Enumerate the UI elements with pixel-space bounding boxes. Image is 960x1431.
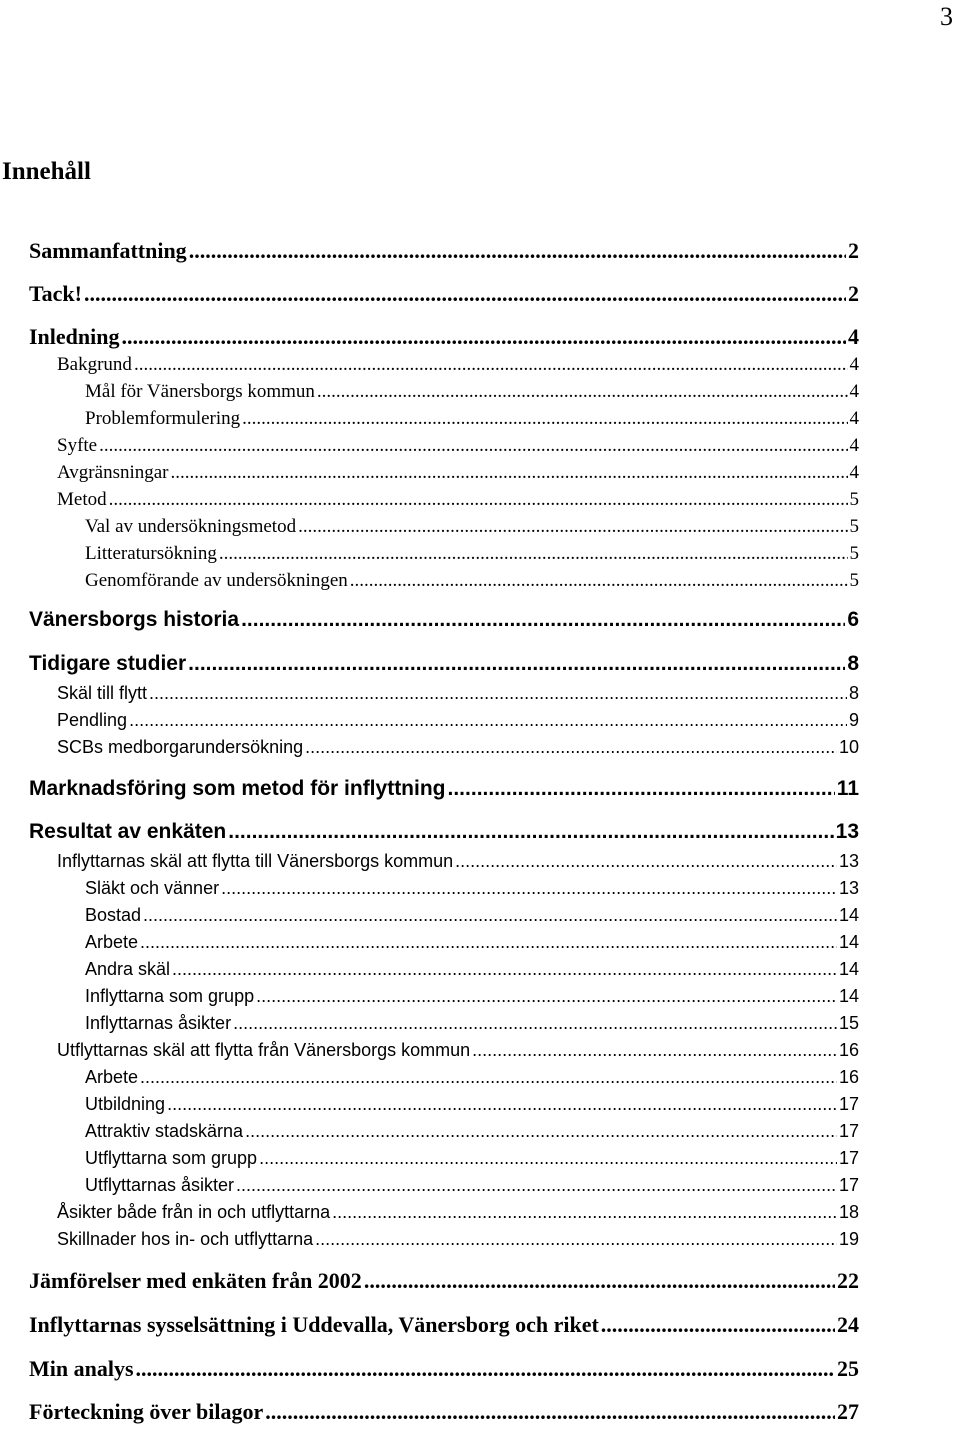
toc-entry[interactable] [85,986,859,1007]
dot-leader [171,462,848,484]
toc-entry-page-number: 13 [838,878,859,898]
dot-leader [455,851,837,872]
toc-entry-label: Utflyttarnas åsikter [85,1175,235,1195]
toc-entry-label: Syfte [57,435,98,456]
toc-entry[interactable] [29,820,859,844]
toc-entry-page-number: 4 [849,435,859,456]
toc-entry-label: Andra skäl [85,959,171,979]
toc-entry-label: Åsikter både från in och utflyttarna [57,1202,331,1222]
toc-entry-label: Arbete [85,1067,139,1087]
toc-entry-page-number: 2 [848,238,859,263]
toc-entry-label: Utbildning [85,1094,166,1114]
toc-entry-label: Bostad [85,905,142,925]
toc-entry[interactable] [85,878,859,899]
toc-entry-page-number: 13 [838,851,859,871]
toc-entry-page-number: 25 [837,1356,859,1381]
toc-entry[interactable] [85,570,859,592]
toc-entry-page-number: 4 [849,354,859,375]
toc-entry[interactable] [85,1175,859,1196]
dot-leader [136,1356,835,1382]
toc-entry-page-number: 4 [849,462,859,483]
toc-entry[interactable] [57,710,859,731]
toc-entry[interactable] [85,932,859,953]
toc-entry-page-number: 19 [838,1229,859,1249]
toc-entry-label: Val av undersökningsmetod [85,516,297,537]
toc-entry-label: Skillnader hos in- och utflyttarna [57,1229,314,1249]
toc-entry-page-number: 22 [837,1268,859,1293]
toc-entry-label: Utflyttarnas skäl att flytta från Vänersborgs kommun [57,1040,471,1060]
toc-entry-page-number: 18 [838,1202,859,1222]
toc-entry-page-number: 8 [847,652,859,675]
toc-entry-label: Avgränsningar [57,462,169,483]
dot-leader [256,986,837,1007]
dot-leader [149,683,847,704]
toc-entry[interactable] [85,1148,859,1169]
dot-leader [140,932,837,953]
dot-leader [188,652,845,676]
toc-entry-label: Marknadsföring som metod för inflyttning [29,777,446,800]
dot-leader [472,1040,837,1061]
dot-leader [317,381,848,403]
toc-entry[interactable] [29,281,859,307]
toc-entry[interactable] [57,1229,859,1250]
toc-entry[interactable] [29,608,859,632]
toc-entry-label: Jämförelser med enkäten från 2002 [29,1268,362,1293]
toc-entry[interactable] [29,777,859,801]
toc-entry[interactable] [57,354,859,376]
dot-leader [305,737,837,758]
toc-entry-page-number: 6 [847,608,859,631]
toc-entry-page-number: 24 [837,1312,859,1337]
toc-entry[interactable] [85,381,859,403]
toc-entry-label: Släkt och vänner [85,878,220,898]
dot-leader [245,1121,837,1142]
toc-entry[interactable] [57,851,859,872]
toc-entry-label: Bakgrund [57,354,132,375]
toc-entry-page-number: 17 [838,1148,859,1168]
dot-leader [259,1148,837,1169]
toc-entry-page-number: 16 [838,1040,859,1060]
dot-leader [140,1067,837,1088]
toc-entry-page-number: 4 [849,408,859,429]
dot-leader [219,543,848,565]
toc-entry[interactable] [57,1202,859,1223]
toc-entry-page-number: 11 [836,777,859,800]
toc-entry-label: Attraktiv stadskärna [85,1121,244,1141]
toc-entry-label: Utflyttarna som grupp [85,1148,258,1168]
toc-entry-label: Mål för Vänersborgs kommun [85,381,315,402]
toc-entry-label: Inflyttarnas sysselsättning i Uddevalla, Vänersborg och riket [29,1312,599,1337]
toc-entry-label: Problemformulering [85,408,241,429]
toc-entry-page-number: 14 [838,905,859,925]
toc-entry-page-number: 5 [849,570,859,591]
dot-leader [242,408,847,430]
toc-entry-page-number: 14 [838,932,859,952]
toc-entry-page-number: 17 [838,1121,859,1141]
toc-entry[interactable] [29,1399,859,1425]
toc-entry-label: Pendling [57,710,128,730]
toc-entry-label: Litteratursökning [85,543,217,564]
toc-entry-page-number: 14 [838,986,859,1006]
toc-entry[interactable] [57,489,859,511]
toc-entry[interactable] [57,462,859,484]
dot-leader [241,608,845,632]
toc-entry-page-number: 16 [838,1067,859,1087]
toc-entry-label: Metod [57,489,107,510]
toc-entry[interactable] [85,1013,859,1034]
toc-entry[interactable] [57,737,859,758]
toc-entry-page-number: 4 [849,381,859,402]
toc-entry-label: Förteckning över bilagor [29,1399,264,1424]
toc-entry[interactable] [57,435,859,457]
toc-entry[interactable] [29,1312,859,1338]
toc-entry-page-number: 5 [849,489,859,510]
dot-leader [143,905,837,926]
toc-entry-label: Inflyttarna som grupp [85,986,255,1006]
toc-entry[interactable] [57,683,859,704]
toc-entry[interactable] [85,516,859,538]
toc-entry-label: SCBs medborgarundersökning [57,737,304,757]
toc-entry-page-number: 15 [838,1013,859,1033]
dot-leader [167,1094,837,1115]
dot-leader [350,570,848,592]
toc-entry-page-number: 2 [848,281,859,306]
dot-leader [364,1268,835,1294]
toc-entry-label: Inflyttarnas skäl att flytta till Vänersborgs kommun [57,851,454,871]
dot-leader [332,1202,837,1223]
toc-entry-label: Sammanfattning [29,238,187,263]
toc-entry[interactable] [85,543,859,565]
toc-entry[interactable] [57,1040,859,1061]
toc-entry-label: Resultat av enkäten [29,820,227,843]
toc-entry[interactable] [85,1067,859,1088]
toc-title: Innehåll [2,158,91,185]
toc-entry[interactable] [85,959,859,980]
toc-entry[interactable] [85,905,859,926]
toc-entry-label: Skäl till flytt [57,683,148,703]
toc-entry-page-number: 5 [849,516,859,537]
dot-leader [189,238,846,264]
toc-entry[interactable] [85,1121,859,1142]
dot-leader [233,1013,837,1034]
toc-entry-page-number: 10 [838,737,859,757]
toc-entry-page-number: 8 [848,683,859,703]
toc-entry-page-number: 13 [835,820,859,843]
dot-leader [134,354,848,376]
dot-leader [99,435,847,457]
dot-leader [315,1229,837,1250]
toc-entry-page-number: 9 [848,710,859,730]
dot-leader [129,710,847,731]
toc-entry-page-number: 17 [838,1175,859,1195]
toc-entry-page-number: 5 [849,543,859,564]
dot-leader [265,1399,835,1425]
toc-entry-page-number: 27 [837,1399,859,1424]
toc-entry[interactable] [29,324,859,350]
dot-leader [236,1175,837,1196]
dot-leader [122,324,847,350]
toc-entry-label: Arbete [85,932,139,952]
toc-entry[interactable] [85,1094,859,1115]
toc-entry[interactable] [29,238,859,264]
dot-leader [109,489,848,511]
toc-entry-page-number: 14 [838,959,859,979]
dot-leader [601,1312,835,1338]
toc-entry-label: Min analys [29,1356,134,1381]
toc-entry[interactable] [85,408,859,430]
dot-leader [172,959,837,980]
toc-entry-page-number: 4 [848,324,859,349]
toc-entry[interactable] [29,1356,859,1382]
toc-entry[interactable] [29,652,859,676]
dot-leader [228,820,833,844]
toc-entry-label: Genomförande av undersökningen [85,570,348,591]
toc-entry-label: Inflyttarnas åsikter [85,1013,232,1033]
toc-entry-label: Tidigare studier [29,652,187,675]
page-number: 3 [940,2,953,31]
dot-leader [298,516,847,538]
toc-entry-label: Vänersborgs historia [29,608,240,631]
toc-entry-label: Tack! [29,281,82,306]
dot-leader [221,878,837,899]
toc-entry[interactable] [29,1268,859,1294]
toc-entry-page-number: 17 [838,1094,859,1114]
dot-leader [448,777,835,801]
toc-entry-label: Inledning [29,324,120,349]
dot-leader [84,281,846,307]
